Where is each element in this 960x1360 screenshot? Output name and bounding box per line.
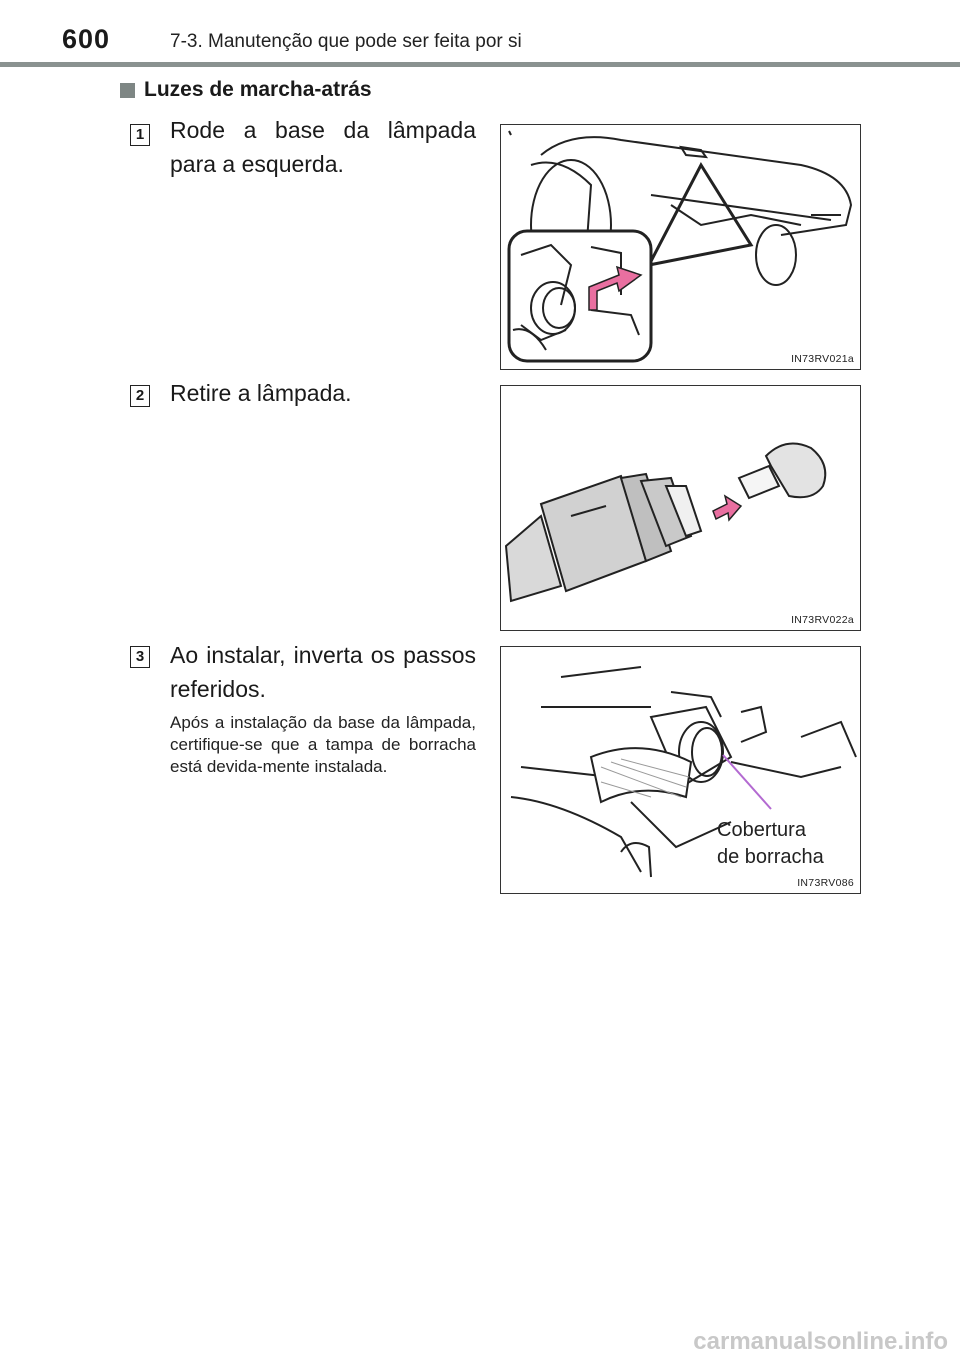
figure-rubber-cover xyxy=(500,646,861,894)
step-badge-2: 2 xyxy=(130,385,150,407)
page-number: 600 xyxy=(62,24,111,54)
step-badge-3: 3 xyxy=(130,646,150,668)
illustration-bulb-socket xyxy=(501,386,861,631)
illustration-rear-bumper xyxy=(501,125,861,370)
figure-rotate-bulb-base xyxy=(500,124,861,370)
header-rule xyxy=(0,62,960,67)
step-text-1: Rode a base da lâmpada para a esquerda. xyxy=(170,117,476,177)
step-note-3: Após a instalação da base da lâmpada, certifique-se que a tampa de borracha está devida-mente instalada. xyxy=(170,713,476,776)
figure-label-rubber-cover xyxy=(717,817,824,871)
step-text-2: Retire a lâmpada. xyxy=(170,380,352,406)
watermark: carmanualsonline.info xyxy=(693,1328,948,1355)
chapter-title: 7-3. Manutenção que pode ser feita por si xyxy=(170,31,522,52)
figure-code-1: IN73RV021a xyxy=(791,353,854,365)
figure-code-2: IN73RV022a xyxy=(791,614,854,626)
step-badge-1: 1 xyxy=(130,124,150,146)
section-bullet-icon xyxy=(120,83,135,98)
section-title: Luzes de marcha-atrás xyxy=(144,78,372,101)
figure-remove-bulb xyxy=(500,385,861,631)
step-text-3: Ao instalar, inverta os passos referidos. xyxy=(170,642,476,702)
figure-label-line-2: de borracha xyxy=(717,846,824,868)
section-heading xyxy=(120,78,372,102)
figure-code-3: IN73RV086 xyxy=(797,877,854,889)
figure-label-line-1: Cobertura xyxy=(717,819,806,841)
